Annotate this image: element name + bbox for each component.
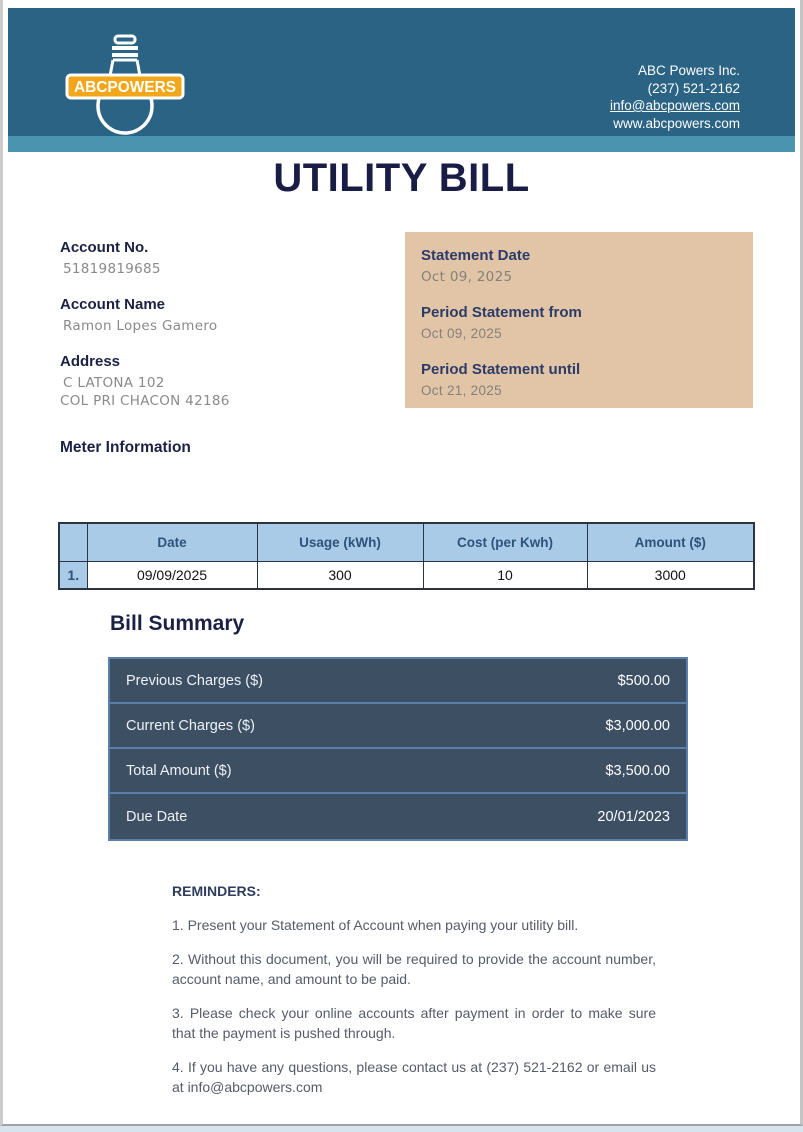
meter-row-amount: 3000 bbox=[587, 561, 754, 589]
reminder-item-1: 1. Present your Statement of Account when paying your utility bill. bbox=[172, 917, 579, 933]
period-from-value: Oct 09, 2025 bbox=[421, 326, 502, 341]
period-from-label: Period Statement from bbox=[421, 304, 582, 321]
company-contact-block bbox=[610, 62, 740, 132]
meter-col-amount: Amount ($) bbox=[587, 523, 754, 561]
meter-information-heading: Meter Information bbox=[60, 439, 191, 456]
meter-col-index bbox=[59, 523, 87, 561]
bill-summary-heading: Bill Summary bbox=[110, 612, 245, 635]
summary-row-current-charges bbox=[110, 704, 686, 749]
meter-row-number: 1. bbox=[59, 561, 87, 589]
statement-date-value: Oct 09, 2025 bbox=[421, 269, 513, 285]
meter-table bbox=[58, 522, 755, 590]
account-info-section bbox=[60, 238, 390, 427]
account-name-value: Ramon Lopes Gamero bbox=[63, 318, 218, 334]
page-title: UTILITY BILL bbox=[273, 156, 530, 200]
account-number-value: 51819819685 bbox=[63, 261, 161, 277]
company-name: ABC Powers Inc. bbox=[637, 63, 740, 78]
reminder-item-2: 2. Without this document, you will be required to provide the account number, account name, and amount to be paid. bbox=[172, 950, 656, 987]
account-number-group bbox=[60, 238, 390, 278]
reminder-item-3: 3. Please check your online accounts after payment in order to make sure that the payment is pushed through. bbox=[172, 1004, 656, 1041]
summary-row-total-amount bbox=[110, 749, 686, 794]
meter-row-cost: 10 bbox=[423, 561, 587, 589]
address-line-1: C LATONA 102 bbox=[63, 375, 165, 391]
header-accent-strip bbox=[8, 136, 795, 152]
lightbulb-icon bbox=[63, 34, 191, 138]
summary-row-previous-charges bbox=[110, 659, 686, 704]
meter-table-row bbox=[59, 561, 754, 589]
meter-row-usage: 300 bbox=[257, 561, 423, 589]
summary-label: Total Amount ($) bbox=[126, 762, 232, 779]
statement-date-label: Statement Date bbox=[421, 247, 531, 264]
reminder-item-4: 4. If you have any questions, please contact us at (237) 521-2162 or email us at info@abcpowers.com bbox=[172, 1058, 656, 1095]
account-number-label: Account No. bbox=[60, 239, 149, 256]
period-until-label: Period Statement until bbox=[421, 361, 581, 378]
header-band bbox=[8, 8, 795, 136]
summary-row-due-date bbox=[110, 794, 686, 839]
period-until-value: Oct 21, 2025 bbox=[421, 383, 502, 398]
meter-col-usage: Usage (kWh) bbox=[257, 523, 423, 561]
summary-value: $3,000.00 bbox=[605, 717, 670, 734]
company-website: www.abcpowers.com bbox=[613, 115, 740, 131]
reminders-heading: REMINDERS: bbox=[172, 883, 261, 899]
meter-col-date: Date bbox=[87, 523, 257, 561]
period-until-group bbox=[421, 360, 737, 400]
summary-label: Due Date bbox=[126, 808, 188, 825]
statement-dates-box bbox=[405, 232, 753, 408]
company-logo bbox=[63, 34, 191, 143]
page-bottom-gap bbox=[0, 1126, 803, 1132]
account-name-label: Account Name bbox=[60, 296, 166, 313]
summary-value: 20/01/2023 bbox=[597, 808, 670, 825]
bill-summary-table bbox=[108, 657, 688, 841]
company-phone: (237) 521-2162 bbox=[647, 80, 740, 96]
reminders-section bbox=[172, 883, 656, 1111]
meter-row-date: 09/09/2025 bbox=[87, 561, 257, 589]
logo-label: ABCPOWERS bbox=[74, 79, 177, 96]
statement-date-group bbox=[421, 246, 737, 286]
account-name-group bbox=[60, 295, 390, 335]
summary-value: $500.00 bbox=[617, 672, 670, 689]
meter-col-cost: Cost (per Kwh) bbox=[423, 523, 587, 561]
address-line-2: COL PRI CHACON 42186 bbox=[60, 393, 230, 409]
period-from-group bbox=[421, 303, 737, 343]
address-group bbox=[60, 352, 390, 410]
address-label: Address bbox=[60, 353, 121, 370]
company-email-link[interactable]: info@abcpowers.com bbox=[609, 98, 740, 113]
summary-label: Current Charges ($) bbox=[126, 717, 255, 734]
summary-label: Previous Charges ($) bbox=[126, 672, 263, 689]
summary-value: $3,500.00 bbox=[605, 762, 670, 779]
meter-table-header-row bbox=[59, 523, 754, 561]
